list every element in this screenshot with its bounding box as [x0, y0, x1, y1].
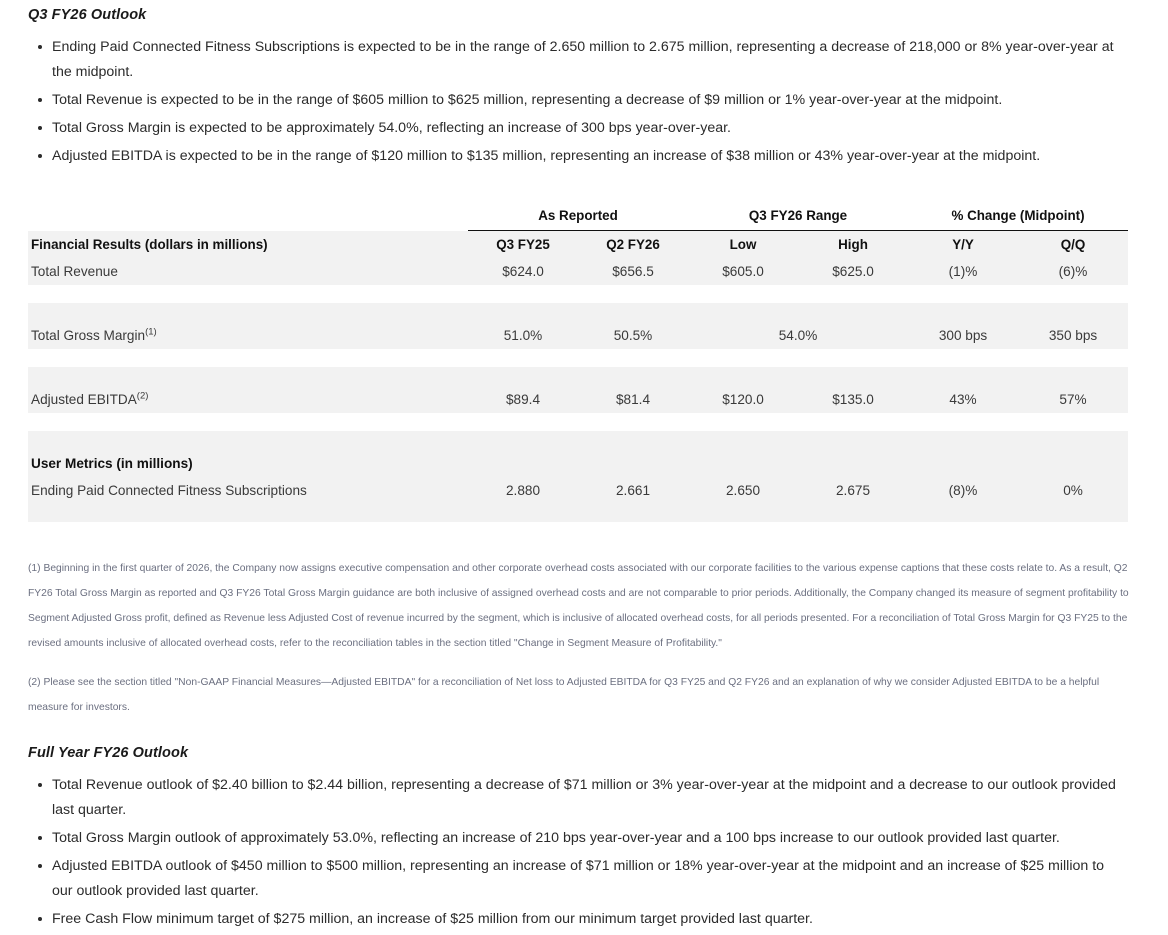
cell-gross-margin-yy: 300 bps	[908, 322, 1018, 349]
group-header-q3-fy26-range: Q3 FY26 Range	[688, 202, 908, 231]
section-spacer-cell	[468, 450, 578, 477]
spacer-cell	[28, 303, 1128, 322]
list-item: Total Gross Margin is expected to be approximately 54.0%, reflecting an increase of 300 bps year-over-year.	[52, 116, 1168, 144]
group-header-as-reported: As Reported	[468, 202, 688, 231]
list-item: Free Cash Flow minimum target of $275 million, an increase of $25 million from our minimum target provided last quarter.	[52, 907, 1168, 935]
spacer-cell	[28, 367, 1128, 386]
table-row	[28, 258, 1128, 285]
table-group-header-row	[28, 202, 1128, 231]
cell-subscriptions-q2fy26: 2.661	[578, 477, 688, 504]
section-spacer-cell	[908, 450, 1018, 477]
fy-outlook-bullet-list	[0, 773, 1168, 935]
table-spacer-row	[28, 349, 1128, 367]
spacer-cell	[28, 285, 1128, 303]
section-spacer-cell	[578, 450, 688, 477]
footnote-marker: (2)	[136, 390, 149, 402]
list-item: Total Revenue is expected to be in the range of $605 million to $625 million, representing a decrease of $9 million or 1% year-over-year at the midpoint.	[52, 88, 1168, 116]
spacer-cell	[28, 349, 1128, 367]
cell-total-revenue-yy: (1)%	[908, 258, 1018, 285]
cell-gross-margin-q3fy25: 51.0%	[468, 322, 578, 349]
q3-outlook-heading: Q3 FY26 Outlook	[28, 7, 147, 23]
section-spacer-cell	[798, 450, 908, 477]
row-label-text: Adjusted EBITDA	[31, 392, 137, 407]
spacer-cell	[28, 504, 1128, 522]
list-item: Adjusted EBITDA outlook of $450 million to $500 million, representing an increase of $71 million or 18% year-over-year at the midpoint and an increase of $25 million to our outlook provided last quarter.	[52, 854, 1168, 907]
cell-total-revenue-low: $605.0	[688, 258, 798, 285]
cell-subscriptions-yy: (8)%	[908, 477, 1018, 504]
spacer-cell	[28, 413, 1128, 431]
cell-subscriptions-high: 2.675	[798, 477, 908, 504]
spacer-cell	[28, 431, 1128, 450]
section-label-user-metrics: User Metrics (in millions)	[28, 450, 468, 477]
cell-total-revenue-q3fy25: $624.0	[468, 258, 578, 285]
cell-ebitda-qq: 57%	[1018, 386, 1128, 413]
row-label-subscriptions: Ending Paid Connected Fitness Subscriptions	[28, 477, 468, 504]
column-header-qq: Q/Q	[1018, 231, 1128, 259]
q3-outlook-bullet-list	[0, 35, 1168, 172]
column-header-q3-fy25: Q3 FY25	[468, 231, 578, 259]
table-spacer-row	[28, 504, 1128, 522]
cell-gross-margin-q2fy26: 50.5%	[578, 322, 688, 349]
cell-ebitda-q3fy25: $89.4	[468, 386, 578, 413]
list-item: Adjusted EBITDA is expected to be in the range of $120 million to $135 million, representing an increase of $38 million or 43% year-over-year at the midpoint.	[52, 144, 1168, 172]
table-row	[28, 477, 1128, 504]
row-label-total-revenue: Total Revenue	[28, 258, 468, 285]
table-spacer-row	[28, 413, 1128, 431]
table-row	[28, 322, 1128, 349]
table-spacer-row	[28, 303, 1128, 322]
section-spacer-cell	[688, 450, 798, 477]
cell-total-revenue-high: $625.0	[798, 258, 908, 285]
row-label-text: Total Gross Margin	[31, 328, 146, 343]
cell-gross-margin-qq: 350 bps	[1018, 322, 1128, 349]
column-header-q2-fy26: Q2 FY26	[578, 231, 688, 259]
table-spacer-row	[28, 431, 1128, 450]
cell-subscriptions-low: 2.650	[688, 477, 798, 504]
cell-gross-margin-range: 54.0%	[688, 322, 908, 349]
cell-ebitda-yy: 43%	[908, 386, 1018, 413]
cell-subscriptions-qq: 0%	[1018, 477, 1128, 504]
financial-results-table-wrapper	[0, 202, 1168, 522]
table-row	[28, 386, 1128, 413]
fy-outlook-heading: Full Year FY26 Outlook	[28, 745, 189, 761]
column-header-yy: Y/Y	[908, 231, 1018, 259]
column-header-financial-results: Financial Results (dollars in millions)	[28, 231, 468, 259]
cell-ebitda-high: $135.0	[798, 386, 908, 413]
table-spacer-row	[28, 285, 1128, 303]
footnote-2: (2) Please see the section titled "Non-GAAP Financial Measures—Adjusted EBITDA" for a reconciliation of Net loss to Adjusted EBITDA for Q3 FY25 and Q2 FY26 and an explanation of why we consider Adjusted EBITDA to be a helpful measure for investors.	[28, 677, 1100, 713]
footnote-1: (1) Beginning in the first quarter of 2026, the Company now assigns executive compensation and other corporate overhead costs associated with our corporate facilities to the various expense captions that these costs relate to. As a result, Q2 FY26 Total Gross Margin as reported and Q3 FY26 Total Gross Margin guidance are both inclusive of assigned overhead costs and are not comparable to prior periods. Additionally, the Company changed its measure of segment profitability to Segment Adjusted Gross profit, defined as Revenue less Adjusted Cost of revenue incurred by the segment, which is inclusive of allocated overhead costs, for all periods presented. For a reconciliation of Total Gross Margin for Q3 FY25 to the revised amounts inclusive of allocated overhead costs, refer to the reconciliation tables in the section titled "Change in Segment Measure of Profitability."	[28, 563, 1129, 649]
cell-total-revenue-qq: (6)%	[1018, 258, 1128, 285]
financial-results-table	[28, 202, 1128, 522]
list-item: Ending Paid Connected Fitness Subscriptions is expected to be in the range of 2.650 million to 2.675 million, representing a decrease of 218,000 or 8% year-over-year at the midpoint.	[52, 35, 1168, 88]
group-header-spacer	[28, 202, 468, 231]
section-spacer-cell	[1018, 450, 1128, 477]
group-header-pct-change: % Change (Midpoint)	[908, 202, 1128, 231]
cell-ebitda-q2fy26: $81.4	[578, 386, 688, 413]
footnotes-block	[0, 556, 1168, 720]
column-header-high: High	[798, 231, 908, 259]
column-header-low: Low	[688, 231, 798, 259]
cell-ebitda-low: $120.0	[688, 386, 798, 413]
cell-subscriptions-q3fy25: 2.880	[468, 477, 578, 504]
table-section-header-row	[28, 450, 1128, 477]
table-spacer-row	[28, 367, 1128, 386]
row-label-adjusted-ebitda	[28, 386, 468, 413]
list-item: Total Revenue outlook of $2.40 billion to $2.44 billion, representing a decrease of $71 million or 3% year-over-year at the midpoint and a decrease to our outlook provided last quarter.	[52, 773, 1168, 826]
row-label-total-gross-margin	[28, 322, 468, 349]
cell-total-revenue-q2fy26: $656.5	[578, 258, 688, 285]
list-item: Total Gross Margin outlook of approximately 53.0%, reflecting an increase of 210 bps year-over-year and a 100 bps increase to our outlook provided last quarter.	[52, 826, 1168, 854]
footnote-marker: (1)	[145, 326, 157, 338]
table-sub-header-row	[28, 231, 1128, 259]
